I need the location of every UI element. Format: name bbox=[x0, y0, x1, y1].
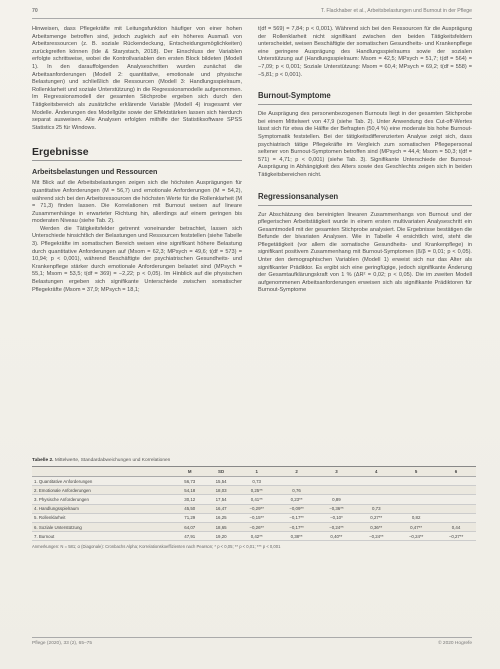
table-cell: −0,15** bbox=[237, 513, 277, 522]
table-body bbox=[32, 477, 476, 541]
intro-paragraph: Hinweisen, dass Pflegekräfte mit Leitungsfunktion häufiger von einer hohen Arbeitsmenge betroffen sind, jedoch zugleich auf ein höheres Ausmaß von Arbeitsressourcen (z. B. soziale Rückendeckung, Entscheidungsmöglichkeiten) zurückgreifen können (Ide & Starystach, 2018). Der Einschluss der Variablen erfolgte schrittweise, wobei die Kontrollvariablen den ersten Block bildeten (Modell 1). In den darauffolgenden Analyseschritten wurden zunächst die Arbeitsanforderungen (Modell 2: quantitative, emotionale und physische Belastungen) und schließlich die Ressourcen (Modell 3: Handlungsspielraum, Rollenklarheit und soziale Unterstützung) in die Regressionsmodelle aufgenommen. Im Regressionsmodell der gesamten Stichprobe ergeben sich durch den Tätigkeitsbereich als zusätzliche erklärende Variable (Modell 4) insgesamt vier Modelle. Änderungen des Modellgüte sowie der Effektstärken lassen sich hierdurch separat ausweisen. Alle Analysen erfolgten mithilfe der Statistiksoftware SPSS Statistics 25 für Windows. bbox=[32, 26, 242, 131]
table-cell: 16,25 bbox=[205, 513, 236, 522]
table-cell: 64,07 bbox=[174, 522, 205, 531]
footer-citation: Pflege (2020), 33 (2), 65–75 bbox=[32, 641, 93, 646]
table-cell: 18,03 bbox=[205, 486, 236, 495]
table-cell bbox=[396, 477, 436, 486]
burnout-paragraph: Die Ausprägung des personenbezogenen Burnouts liegt in der gesamten Stichprobe bei einem Mittelwert von 47,9 (siehe Tab. 2). Unter Anwendung des Cut-off-Wertes lässt sich für etwa die Hälfte der Befragten (50,4 %) eine moderate bis hohe Burnout-Symptomatik feststellen. Bei der tätigkeitsdifferenzierten Analyse zeigt sich, dass psychiatrisch tätige Pflegekräfte im Vergleich zum somatischen Pflegepersonal seltener von Burnout-Symptomen betroffen sind (MPsych = 44,4; Msom = 50,3; t(df = 571) = 4,71; p < 0,001) (siehe Tab. 3). Signifikante Unterschiede der Burnout-Ausprägung in Abhängigkeit des Alters sowie des Geschlechts zeigen sich in beiden Tätigkeitsbereichen nicht. bbox=[258, 111, 472, 178]
table-caption-label: Tabelle 2. bbox=[32, 458, 54, 463]
header-rule bbox=[32, 18, 472, 19]
table-row-label: 6. Soziale Unterstützung bbox=[32, 522, 174, 531]
table-cell: 0,41** bbox=[237, 495, 277, 504]
table-cell: 0,73 bbox=[356, 504, 396, 513]
table-cell: −0,09** bbox=[277, 504, 317, 513]
table-header-cell: 4 bbox=[356, 467, 396, 477]
table-cell: 16,47 bbox=[205, 504, 236, 513]
table-cell: −0,36** bbox=[316, 504, 356, 513]
table-row bbox=[32, 504, 476, 513]
right-column bbox=[258, 26, 472, 295]
table-cell bbox=[356, 495, 396, 504]
table-cell: 17,54 bbox=[205, 495, 236, 504]
table-cell: −0,17** bbox=[277, 522, 317, 531]
table-cell: 45,50 bbox=[174, 504, 205, 513]
footer-copyright: © 2020 Hogrefe bbox=[438, 641, 472, 646]
table-header-cell: 5 bbox=[396, 467, 436, 477]
table-cell bbox=[396, 495, 436, 504]
table-row bbox=[32, 495, 476, 504]
table-cell: −0,27** bbox=[436, 532, 476, 541]
table-note: Anmerkungen: N = 581; α (Diagonale): Cronbachs Alpha; Korrelationskoeffizienten nach Pearson; * p < 0,05; ** p < 0,01; *** p < 0,001 bbox=[32, 544, 281, 550]
table-cell: 0,42** bbox=[237, 532, 277, 541]
table-cell: −0,17** bbox=[277, 513, 317, 522]
table-cell: 0,40** bbox=[316, 532, 356, 541]
table-row bbox=[32, 477, 476, 486]
correlation-table bbox=[32, 466, 476, 541]
table-cell: 15,54 bbox=[205, 477, 236, 486]
table-row-label: 3. Physische Anforderungen bbox=[32, 495, 174, 504]
table-cell bbox=[396, 486, 436, 495]
table-cell: 0,76 bbox=[277, 486, 317, 495]
table-cell: 47,91 bbox=[174, 532, 205, 541]
table-cell: −0,24** bbox=[396, 532, 436, 541]
table-row-label: 7. Burnout bbox=[32, 532, 174, 541]
regression-rule bbox=[258, 205, 472, 206]
table-cell bbox=[436, 495, 476, 504]
table-cell: −0,10* bbox=[316, 513, 356, 522]
table-row-label: 2. Emotionale Anforderungen bbox=[32, 486, 174, 495]
running-title: T. Flackhaber et al., Arbeitsbelastungen und Burnout in der Pflege bbox=[320, 8, 472, 14]
table-cell bbox=[356, 477, 396, 486]
section-title-ergebnisse: Ergebnisse bbox=[32, 146, 89, 159]
table-cell: 56,73 bbox=[174, 477, 205, 486]
table-cell bbox=[396, 504, 436, 513]
footer-rule bbox=[32, 637, 472, 638]
subsection-title-arbeitsbelastungen: Arbeitsbelastungen und Ressourcen bbox=[32, 167, 158, 177]
table-header-cell: 1 bbox=[237, 467, 277, 477]
table-cell: 0,38** bbox=[277, 532, 317, 541]
table-row-label: 1. Quantitative Anforderungen bbox=[32, 477, 174, 486]
table-cell: 0,82 bbox=[396, 513, 436, 522]
left-column bbox=[32, 26, 242, 294]
right-top-paragraph: t(df = 569) = 7,84; p < 0,001). Während sich bei den Ressourcen für die Ausprägung der Rollenklarheit nicht signifikant zwischen den beiden Tätigkeitsfeldern unterscheidet, weisen Beschäftigte der somatischen Gesundheits- und Krankenpflege eine geringere Ausprägung des Handlungsspielraums sowie der sozialen Unterstützung auf (Handlungsspielraum: Msom = 42,5; MPsych = 51,7; t(df = 564) = −7,09; p < 0,001; Soziale Unterstützung: Msom = 60,4; MPsych = 69,2; t(df = 558) = −5,81; p < 0,001). bbox=[258, 26, 472, 78]
table-cell: 71,29 bbox=[174, 513, 205, 522]
table-cell: 0,27** bbox=[356, 513, 396, 522]
table-cell bbox=[436, 477, 476, 486]
table-cell: 0,36** bbox=[356, 522, 396, 531]
table-cell: −0,24** bbox=[356, 532, 396, 541]
table-cell: −0,29** bbox=[237, 504, 277, 513]
burnout-rule bbox=[258, 104, 472, 105]
table-header-cell: M bbox=[174, 467, 205, 477]
result-paragraph-1: Mit Blick auf die Arbeitsbelastungen zeigen sich die höchsten Ausprägungen für quantitative Anforderungen (M = 56,7) und emotionale Anforderungen (M = 54,2), während sich bei den Arbeitsressourcen die höchsten Werte für die Rollenklarheit (M = 71,3) finden lassen. Die Korrelationen mit Burnout weisen auf lineare Zusammenhänge in erwarteter Richtung hin, allerdings auf einem geringen bis moderaten Niveau (siehe Tab. 2). bbox=[32, 180, 242, 225]
table-2 bbox=[32, 458, 476, 549]
table-cell bbox=[316, 477, 356, 486]
table-cell bbox=[436, 504, 476, 513]
page-number: 70 bbox=[32, 8, 38, 14]
table-header-cell: SD bbox=[205, 467, 236, 477]
table-cell: 0,47** bbox=[396, 522, 436, 531]
table-row-label: 5. Rollenklarheit bbox=[32, 513, 174, 522]
table-cell: −0,26** bbox=[237, 522, 277, 531]
table-row bbox=[32, 532, 476, 541]
table-cell bbox=[277, 477, 317, 486]
table-cell: 0,89 bbox=[316, 495, 356, 504]
section-rule bbox=[32, 160, 242, 161]
table-cell: 54,18 bbox=[174, 486, 205, 495]
result-paragraph-2: Werden die Tätigkeitsfelder getrennt voneinander betrachtet, lassen sich Unterschiede hinsichtlich der Belastungen und Ressourcen feststellen (siehe Tabelle 3). Pflegekräfte im somatischen Bereich weisen eine signifikant höhere Belastung durch quantitative Anforderungen auf (Msom = 62,3; MPsych = 49,6; t(df = 573) = 10,94; p < 0,001), während Beschäftigte der psychiatrischen Gesundheits- und Krankenpflege stärker durch emotionale Anforderungen belastet sind (MPsych = 55,1; Msom = 53,5; t(df = 369) = −2,22; p < 0,05). Im Hinblick auf die physischen Belastungen ergeben sich signifikante Unterschiede zwischen somatischer Pflegekräfte (Msom = 37,9; MPsych = 18,1; bbox=[32, 225, 242, 293]
table-cell: 0,44 bbox=[436, 522, 476, 531]
subsection-title-burnout: Burnout-Symptome bbox=[258, 91, 331, 101]
table-row-label: 4. Handlungsspielraum bbox=[32, 504, 174, 513]
table-cell: 18,65 bbox=[205, 522, 236, 531]
table-row bbox=[32, 522, 476, 531]
table-header-cell: 3 bbox=[316, 467, 356, 477]
table-cell bbox=[356, 486, 396, 495]
table-cell bbox=[436, 513, 476, 522]
table-row bbox=[32, 513, 476, 522]
table-header-cell: 2 bbox=[277, 467, 317, 477]
table-cell bbox=[436, 486, 476, 495]
table-cell bbox=[316, 486, 356, 495]
table-cell: 0,73 bbox=[237, 477, 277, 486]
table-cell: 19,20 bbox=[205, 532, 236, 541]
subsection-title-regression: Regressionsanalysen bbox=[258, 191, 339, 201]
table-caption-text: Mittelwerte, Standardabweichungen und Korrelationen bbox=[54, 458, 171, 463]
regression-paragraph: Zur Abschätzung des bereinigten linearen Zusammenhangs von Burnout und der pflegerischen Arbeitstätigkeit wurde in einem ersten multivariaten Analyseschritt ein Gesamtmodell mit der gesamten Stichprobe analysiert. Die Ergebnisse bestätigen die Befunde der bivariaten Analysen. Wie in Tabelle 4 ersichtlich wird, steht die Pflegetätigkeit (vor allem die somatische Gesundheits- und Krankenpflege) in signifikant positivem Zusammenhang mit Burnout-Symptomen (ß/β = 0,01; p < 0,05). Unter den demographischen Variablen (Modell 1) erweist sich nur das Alter als signifikanter Prädiktor. Es ergibt sich eine geringfügige, jedoch signifikante Änderung der Gesamtaufklärungskraft von 1 % (ΔR² = 0,02; p < 0,05). Die im zweiten Modell aufgenommenen Arbeitsanforderungen erweisen sich als signifikante Prädiktoren für Burnout-Symptome bbox=[258, 211, 472, 294]
table-cell: 0,25** bbox=[237, 486, 277, 495]
table-caption bbox=[32, 458, 476, 463]
table-header-cell: 6 bbox=[436, 467, 476, 477]
table-cell: −0,24** bbox=[316, 522, 356, 531]
table-cell: 0,23** bbox=[277, 495, 317, 504]
table-header-cell bbox=[32, 467, 174, 477]
table-row bbox=[32, 486, 476, 495]
table-header-row bbox=[32, 467, 476, 477]
table-cell: 30,12 bbox=[174, 495, 205, 504]
